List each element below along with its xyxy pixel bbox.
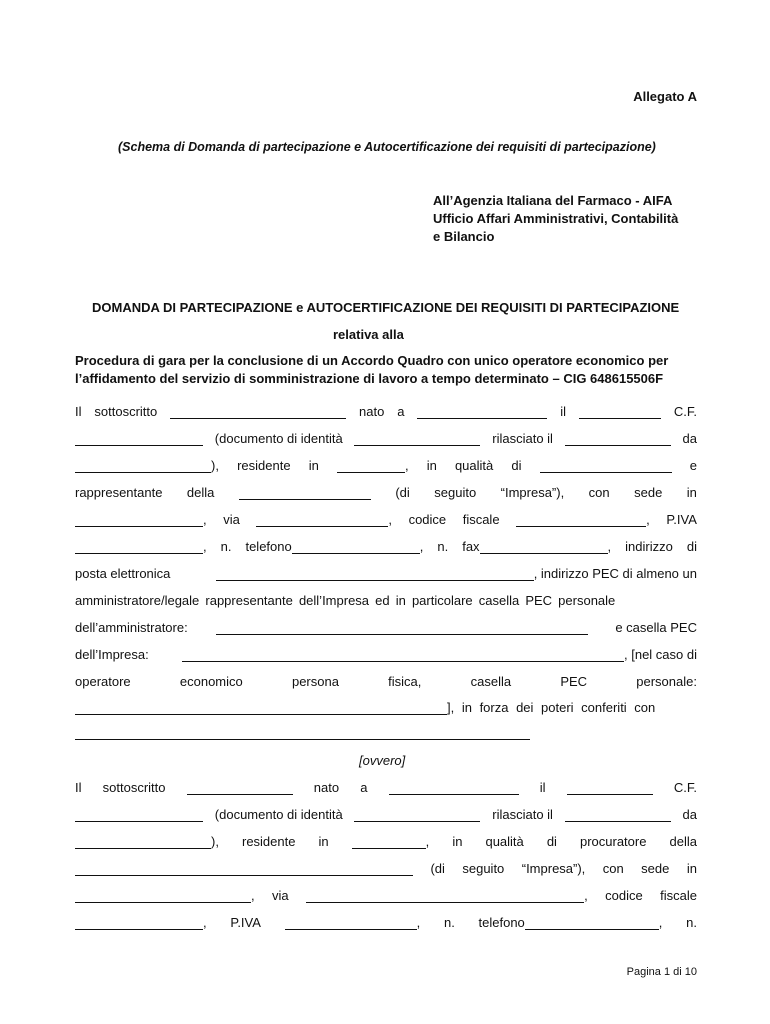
residence-field-2[interactable] — [352, 836, 426, 849]
form1-row-12: ], in forza dei poteri conferiti con — [75, 700, 697, 715]
form1-row-10: dell’Impresa: , [nel caso di — [75, 647, 697, 662]
phone-field-2[interactable] — [525, 917, 659, 930]
form1-row-8: amministratore/legale rappresentante dell’Impresa ed in particolare casella PEC personale — [75, 593, 616, 608]
issuer-field-2[interactable] — [75, 836, 211, 849]
birthplace-field[interactable] — [417, 406, 547, 419]
form2-row-3: ), residente in , in qualità di procuratore della — [75, 834, 697, 849]
seat-field-2[interactable] — [75, 890, 251, 903]
street-field-2[interactable] — [306, 890, 584, 903]
form1-row-6: , n. telefono , n. fax , indirizzo di — [75, 539, 697, 554]
annex-label: Allegato A — [633, 89, 697, 104]
form1-row-1: Il sottoscritto nato a il C.F. — [75, 404, 697, 419]
form1-row-3: ), residente in , in qualità di e — [75, 458, 697, 473]
issue-date-field[interactable] — [565, 433, 671, 446]
document-subtitle: relativa alla — [333, 327, 404, 342]
fax-field[interactable] — [480, 541, 608, 554]
vat-field-2[interactable] — [285, 917, 417, 930]
document-field-2[interactable] — [354, 809, 480, 822]
company-field[interactable] — [239, 487, 371, 500]
form1-row-9: dell’amministratore: e casella PEC — [75, 620, 697, 635]
seat-field[interactable] — [75, 514, 203, 527]
recipient-line-2: Ufficio Affari Amministrativi, Contabilità — [433, 211, 679, 226]
role-field[interactable] — [540, 460, 672, 473]
form2-row-1: Il sottoscritto nato a il C.F. — [75, 780, 697, 795]
form2-row-6: , P.IVA , n. telefono , n. — [75, 915, 697, 930]
street-field[interactable] — [256, 514, 388, 527]
tax-code-field-2[interactable] — [75, 917, 203, 930]
document-field[interactable] — [354, 433, 480, 446]
personal-pec-field[interactable] — [75, 702, 447, 715]
cf-field-2[interactable] — [75, 809, 203, 822]
vat-field[interactable] — [75, 541, 203, 554]
form1-row-5: , via , codice fiscale , P.IVA — [75, 512, 697, 527]
recipient-line-3: e Bilancio — [433, 229, 495, 244]
form2-row-4: (di seguito “Impresa”), con sede in — [75, 861, 697, 876]
recipient-line-1: All’Agenzia Italiana del Farmaco - AIFA — [433, 193, 673, 208]
form1-row-4: rappresentante della (di seguito “Impresa”), con sede in — [75, 485, 697, 500]
tax-code-field[interactable] — [516, 514, 646, 527]
birthplace-field-2[interactable] — [389, 782, 519, 795]
email-field[interactable] — [216, 568, 534, 581]
residence-field[interactable] — [337, 460, 405, 473]
form2-row-5: , via , codice fiscale — [75, 888, 697, 903]
phone-field[interactable] — [292, 541, 420, 554]
form2-row-2: (documento di identità rilasciato il da — [75, 807, 697, 822]
name-field[interactable] — [170, 406, 346, 419]
procedure-line-1: Procedura di gara per la conclusione di un Accordo Quadro con unico operatore economico per — [75, 353, 669, 368]
form1-row-11: operatore economico persona fisica, casella PEC personale: — [75, 674, 697, 689]
company-pec-field[interactable] — [182, 649, 624, 662]
document-title: DOMANDA DI PARTECIPAZIONE e AUTOCERTIFICAZIONE DEI REQUISITI DI PARTECIPAZIONE — [92, 300, 680, 315]
form1-row-7: posta elettronica , indirizzo PEC di almeno un — [75, 566, 697, 581]
schema-note: (Schema di Domanda di partecipazione e Autocertificazione dei requisiti di partecipazione) — [118, 140, 656, 154]
form1-row-2: (documento di identità rilasciato il da — [75, 431, 697, 446]
issuer-field[interactable] — [75, 460, 211, 473]
powers-field[interactable] — [75, 739, 530, 740]
cf-field[interactable] — [75, 433, 203, 446]
issue-date-field-2[interactable] — [565, 809, 671, 822]
birthdate-field[interactable] — [579, 406, 661, 419]
page-number: Pagina 1 di 10 — [626, 966, 697, 978]
birthdate-field-2[interactable] — [567, 782, 653, 795]
name-field-2[interactable] — [187, 782, 293, 795]
company-field-2[interactable] — [75, 863, 413, 876]
ovvero-separator: [ovvero] — [359, 753, 406, 768]
admin-pec-field[interactable] — [216, 622, 588, 635]
procedure-line-2: l’affidamento del servizio di somministrazione di lavoro a tempo determinato – CIG 648615506F — [75, 371, 664, 386]
